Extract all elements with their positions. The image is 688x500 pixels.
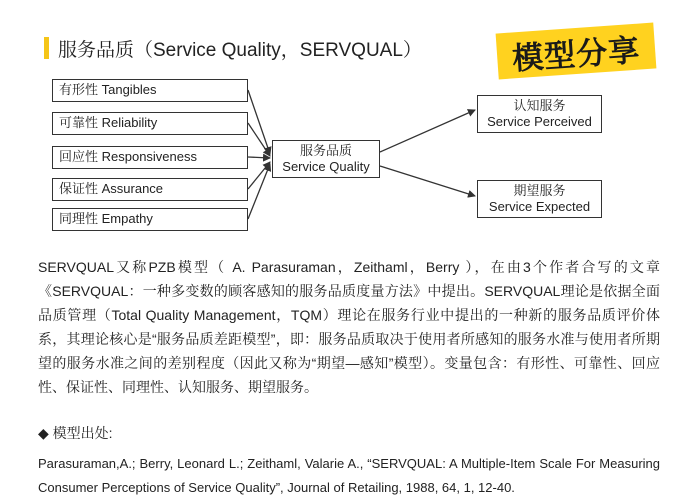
dimension-empathy: 同理性 Empathy	[52, 208, 248, 231]
service-perceived-cn: 认知服务	[513, 98, 566, 113]
arrow-responsiveness	[248, 157, 270, 158]
service-quality-box	[272, 140, 380, 178]
model-share-badge: 模型分享	[496, 23, 657, 80]
arrow-to-expected	[380, 166, 475, 196]
arrow-tangibles	[248, 90, 270, 154]
arrow-to-perceived	[380, 110, 475, 152]
arrow-assurance	[248, 162, 270, 189]
dimension-tangibles: 有形性 Tangibles	[52, 79, 248, 102]
arrow-empathy	[248, 164, 270, 219]
page-title: 服务品质（Service Quality，SERVQUAL）	[58, 40, 422, 61]
reference-citation: Parasuraman,A.; Berry, Leonard L.; Zeithaml, Valarie A., “SERVQUAL: A Multiple-Item Scale For Measuring Consumer Perceptions of Service Quality”, Journal of Retailing, 1988, 64, 1, 12-40.	[38, 456, 660, 495]
service-expected-cn: 期望服务	[513, 183, 566, 198]
arrow-reliability	[248, 123, 270, 156]
source-heading: ◆ 模型出处:	[38, 425, 113, 441]
service-perceived-en: Service Perceived	[487, 114, 592, 129]
description-paragraph	[38, 255, 660, 399]
service-quality-cn: 服务品质	[299, 143, 352, 158]
service-quality-en: Service Quality	[282, 159, 370, 174]
service-expected-box	[477, 180, 602, 218]
service-expected-en: Service Expected	[488, 199, 591, 214]
dimension-assurance: 保证性 Assurance	[52, 178, 248, 201]
description-text: SERVQUAL又称PZB模型（ A. Parasuraman，Zeithaml，Berry ），在由3个作者合写的文章《SERVQUAL：一种多变数的顾客感知的服务品质度量方法》中提出。SERVQUAL理论是依据全面品质管理（Total Quality Management，TQM）理论在服务行业中提出的一种新的服务品质评价体系，其理论核心是“服务品质差距模型”，即：服务品质取决于使用者所感知的服务水准与使用者所期望的服务水准之间的差别程度（因此又称为“期望—感知”模型）。变量包含：有形性、可靠性、回应性、保证性、同理性、认知服务、期望服务。	[38, 259, 660, 395]
dimension-responsiveness: 回应性 Responsiveness	[52, 146, 248, 169]
service-perceived-box	[477, 95, 602, 133]
dimension-reliability: 可靠性 Reliability	[52, 112, 248, 135]
